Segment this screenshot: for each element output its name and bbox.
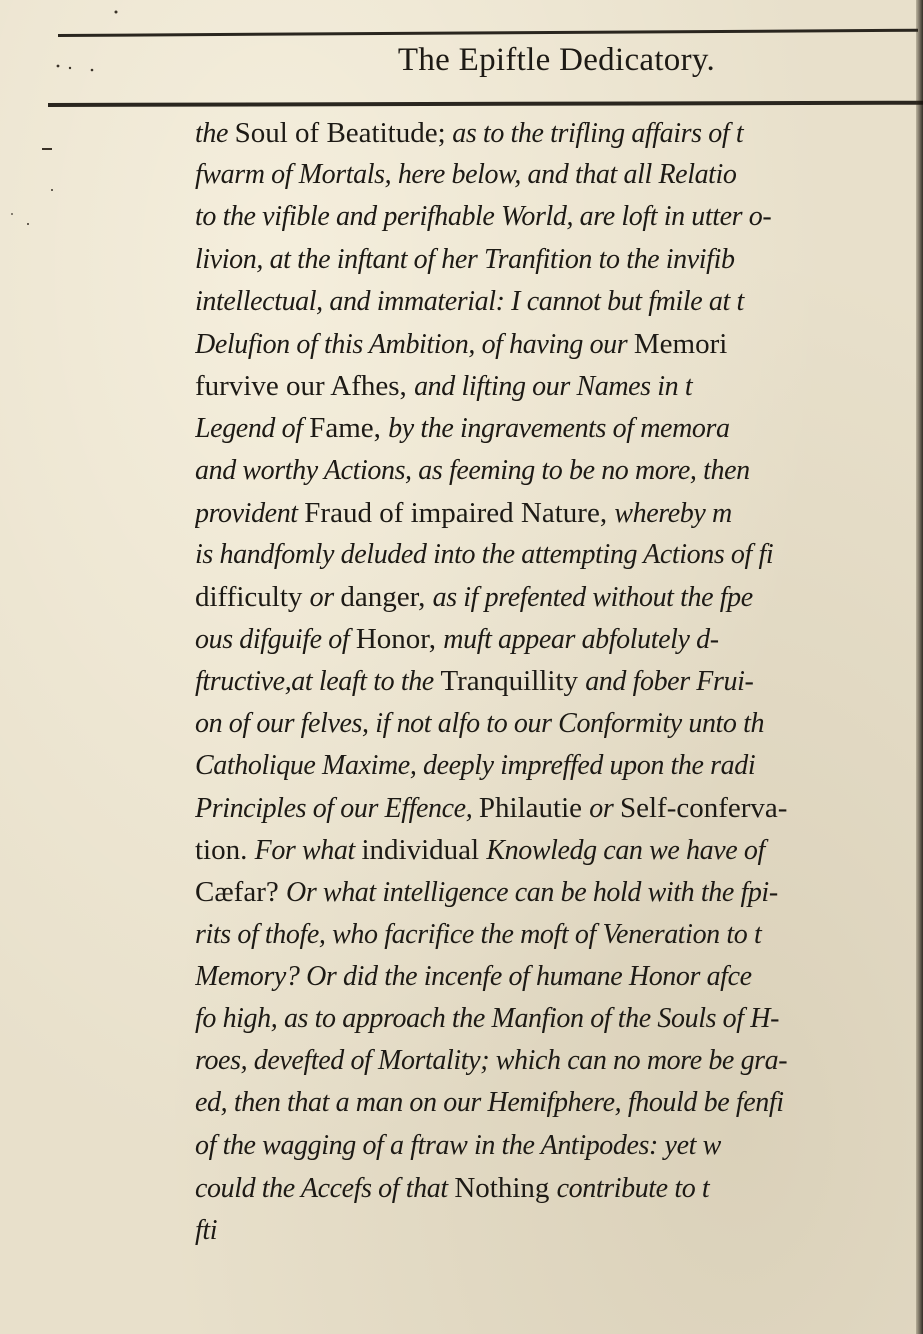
text-segment: Philautie	[478, 792, 590, 824]
text-segment: roes, devefted of Mortality; which can no more be gra-	[195, 1045, 788, 1077]
text-segment: Legend of	[195, 413, 310, 445]
text-line	[195, 196, 917, 238]
text-segment: Soul of Beatitude;	[234, 117, 446, 149]
text-line	[195, 450, 917, 492]
text-segment: individual	[361, 834, 487, 867]
text-segment: difficulty	[195, 581, 310, 614]
text-segment: Fraud of impaired Nature,	[304, 496, 615, 529]
text-segment: and worthy Actions, as feeming to be no more, then	[195, 454, 750, 486]
text-segment: fo high, as to approach the Manfion of the Souls of H-	[195, 1002, 779, 1034]
text-line	[195, 365, 917, 407]
text-segment: Tranquillity	[440, 665, 586, 698]
text-line	[195, 618, 917, 660]
text-segment: tion.	[195, 834, 255, 867]
text-line	[195, 576, 917, 618]
text-segment: or	[309, 582, 341, 614]
text-segment: or	[589, 793, 620, 824]
text-line	[195, 871, 917, 913]
text-line	[195, 787, 917, 829]
text-segment: whereby m	[614, 497, 732, 529]
text-segment: fwarm of Mortals, here below, and that all Relatio	[195, 159, 737, 191]
text-segment: rits of thofe, who facrifice the moft of Veneration to t	[195, 918, 762, 950]
page-edge	[916, 0, 923, 1334]
text-segment: to the vifible and perifhable World, are loft in utter o-	[195, 201, 772, 233]
top-rule	[58, 29, 918, 37]
text-segment: Principles of our Effence,	[195, 793, 479, 824]
text-line	[195, 112, 917, 154]
text-segment: Self-conferva-	[619, 792, 788, 824]
text-line	[195, 829, 917, 871]
text-line	[195, 998, 917, 1040]
text-segment: as to the trifling affairs of t	[445, 118, 744, 149]
text-line	[195, 323, 917, 365]
text-segment: livion, at the inftant of her Tranfition to the invifib	[195, 243, 735, 275]
text-segment: contribute to t	[556, 1172, 710, 1204]
text-line	[195, 154, 917, 196]
text-segment: and fober Frui-	[585, 666, 754, 698]
text-segment: Honor,	[355, 623, 444, 656]
running-header: The Epiftle Dedicatory.	[397, 42, 716, 78]
text-segment: intellectual, and immaterial: I cannot but fmile at t	[195, 285, 744, 317]
text-segment: Memori	[633, 327, 728, 360]
text-segment: Fame,	[309, 412, 389, 445]
text-segment: For what	[254, 835, 362, 867]
text-line	[195, 660, 917, 702]
text-segment: as if prefented without the fpe	[432, 582, 753, 614]
header-rule	[48, 101, 923, 107]
text-line	[195, 407, 917, 449]
text-segment: Catholique Maxime, deeply impreffed upon the radi	[195, 749, 756, 781]
text-segment: muft appear abfolutely d-	[443, 624, 719, 656]
text-segment: of the wagging of a ftraw in the Antipodes: yet w	[195, 1129, 721, 1161]
text-segment: Delufion of this Ambition, of having our	[195, 328, 634, 360]
text-line	[195, 534, 917, 576]
text-line	[195, 956, 917, 998]
text-segment: Knowledg can we have of	[486, 835, 765, 867]
text-segment: ed, then that a man on our Hemifphere, fhould be fenfi	[195, 1087, 784, 1119]
text-segment: furvive our Afhes,	[195, 370, 415, 403]
text-line	[195, 492, 917, 534]
text-line	[195, 914, 917, 956]
text-segment: the	[195, 118, 235, 149]
text-line	[195, 1209, 917, 1251]
text-line	[195, 1125, 917, 1167]
text-segment: ous difguife of	[195, 624, 356, 656]
text-segment: could the Accefs of that	[195, 1172, 455, 1204]
margin-specks	[0, 0, 120, 260]
text-line	[195, 281, 917, 323]
text-line	[195, 1040, 917, 1082]
text-segment: Memory? Or did the incenfe of humane Honor afce	[195, 960, 752, 992]
text-segment: fti	[195, 1214, 218, 1246]
text-line	[195, 745, 917, 787]
text-segment: by the ingravements of memora	[388, 413, 730, 445]
body-text	[195, 112, 917, 1251]
text-segment: danger,	[340, 581, 433, 614]
text-segment: Or what intelligence can be hold with the fpi-	[286, 877, 778, 909]
text-line	[195, 703, 917, 745]
text-line	[195, 1082, 917, 1124]
text-segment: is handfomly deluded into the attempting Actions of fi	[195, 538, 774, 570]
text-segment: ftructive,at leaft to the	[195, 666, 441, 698]
text-line	[195, 1167, 917, 1209]
text-segment: and lifting our Names in t	[414, 371, 693, 403]
text-segment: Nothing	[454, 1171, 557, 1204]
text-segment: Cæfar?	[195, 876, 286, 909]
text-segment: provident	[195, 497, 305, 529]
text-line	[195, 239, 917, 281]
text-segment: on of our felves, if not alfo to our Conformity unto th	[195, 707, 765, 739]
